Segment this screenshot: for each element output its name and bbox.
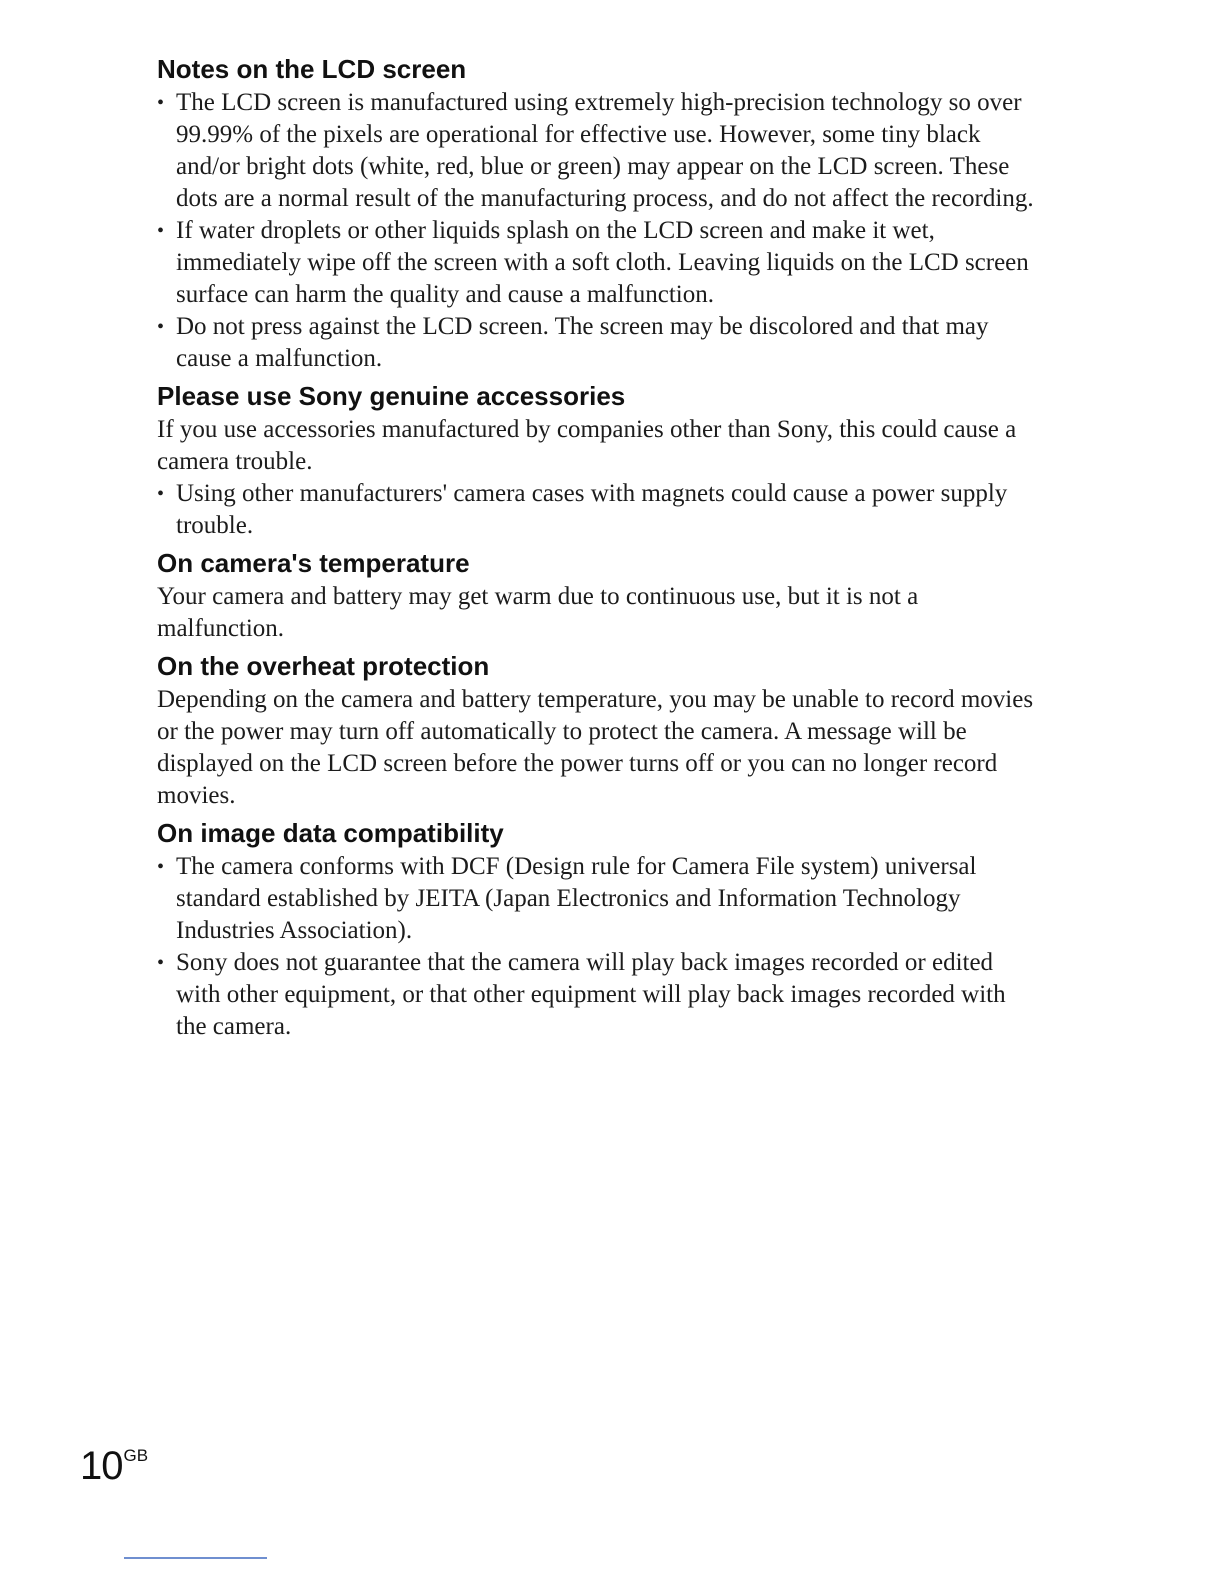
bullet-text: Sony does not guarantee that the camera will play back images recorded or edited with other equipment, or that other equipment will play back images recorded with the camera. [176,949,1006,1040]
bullet-item [157,311,1037,375]
bullet-item [157,478,1037,542]
section-heading: On image data compatibility [157,818,504,848]
section-image-compatibility [157,816,1037,1043]
section-genuine-accessories [157,379,1037,542]
section-heading: Notes on the LCD screen [157,54,467,84]
bullet-text: If water droplets or other liquids splash on the LCD screen and make it wet, immediately wipe off the screen with a soft cloth. Leaving liquids on the LCD screen surface can harm the quality and cause a malfunction. [176,217,1029,308]
bullet-icon: • [157,316,165,338]
bullet-text: Using other manufacturers' camera cases with magnets could cause a power supply trouble. [176,480,1008,539]
bullet-item [157,87,1037,215]
bullet-list [157,87,1037,375]
bullet-list [157,478,1037,542]
section-heading: Please use Sony genuine accessories [157,381,626,411]
bullet-text: The LCD screen is manufactured using extremely high-precision technology so over 99.99% of the pixels are operational for effective use. However, some tiny black and/or bright dots (white, red, blue or green) may appear on the LCD screen. These dots are a normal result of the manufacturing process, and do not affect the recording. [176,89,1034,212]
section-camera-temperature [157,546,1037,645]
bullet-item [157,947,1037,1043]
bullet-item [157,215,1037,311]
bullet-list [157,851,1037,1043]
section-paragraph: Your camera and battery may get warm due to continuous use, but it is not a malfunction. [157,583,919,642]
bullet-icon: • [157,856,165,878]
footer-divider [124,1557,267,1559]
section-heading: On the overheat protection [157,651,490,681]
page-number-suffix: GB [123,1446,149,1465]
page-number-value: 10 [80,1444,123,1488]
section-paragraph: If you use accessories manufactured by companies other than Sony, this could cause a camera trouble. [157,416,1017,475]
bullet-item [157,851,1037,947]
section-overheat-protection [157,649,1037,812]
bullet-icon: • [157,952,165,974]
bullet-text: Do not press against the LCD screen. The screen may be discolored and that may cause a malfunction. [176,313,989,372]
bullet-text: The camera conforms with DCF (Design rule for Camera File system) universal standard established by JEITA (Japan Electronics and Information Technology Industries Association). [176,853,977,944]
section-heading: On camera's temperature [157,548,470,578]
page-number [80,1444,148,1488]
bullet-icon: • [157,220,165,242]
bullet-icon: • [157,483,165,505]
bullet-icon: • [157,92,165,114]
page-content [157,52,1037,1047]
section-lcd-screen [157,52,1037,375]
section-paragraph: Depending on the camera and battery temperature, you may be unable to record movies or the power may turn off automatically to protect the camera. A message will be displayed on the LCD screen before the power turns off or you can no longer record movies. [157,686,1034,809]
